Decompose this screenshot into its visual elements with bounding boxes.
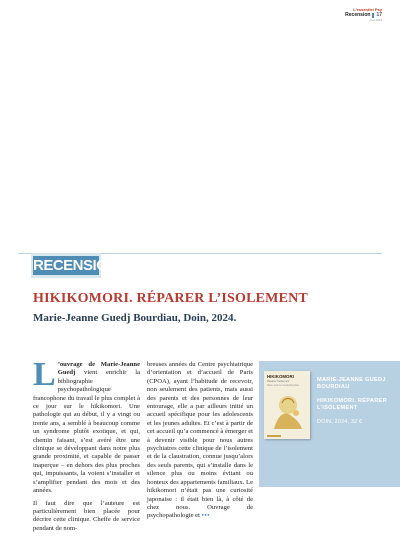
drop-cap: L: [33, 356, 56, 393]
cover-author: Marie-Jeanne Guedj Bourdiau: [267, 384, 299, 387]
book-cover-image: [264, 371, 310, 439]
continue-marker: •••: [201, 512, 211, 520]
article-text: breuses années du Centre psychiatrique d’orientation et d’accueil de Paris (CPOA), ayant l’habitude de recevoir, non seulement des patients, mais aussi des parents et des personnes de leur entourage, elle a par ailleurs initié un accueil spécifique pour les adolescents et les jeunes adultes. Et c’est à partir de cet accueil qu’a commencé à émerger et à devenir visible pour nous autres psychiatres cette clinique de l’isolement et de la claustration, connue jusqu’alors des seuls parents, qui s’installe dans le silence plus ou moins évitant ou honteux des appartements familiaux. Le hikikomori n’était pas une curiosité japonaise : il était bien là, à côté de chez nous. Ouvrage de psychopathologie et: [147, 361, 253, 520]
article-paragraph: Il faut dire que l’auteure est particulièrement bien placée pour décrire cette clinique. Cheffe de service pendant de nom-: [33, 499, 140, 532]
book-title: HIKIKOMORI. RÉPARER L’ISOLEMENT: [317, 398, 387, 411]
section-tag: RECENSION: [33, 257, 118, 274]
cover-subtitle: Réparer l’isolement: [267, 380, 290, 383]
article-paragraph: [147, 361, 253, 521]
rubric-name: Recension: [345, 12, 371, 18]
issue-date: mai 2024: [369, 18, 382, 22]
running-header: [312, 8, 382, 22]
article-column-2: [147, 361, 253, 525]
article-column-1: [33, 356, 140, 537]
article-text: vient enrichir la bibliographie psychopathologique francophone du travail le plus complet à ce jour sur le hikikomori. Une pathologie qui au début, il y a vingt ou trente ans, a semblé à beaucoup comme un syndrome plutôt exotique, et qui, chemin faisant, s’est avéré être une clinique se développant dans notre plus grande proximité, et capable de passer inaperçue – en dehors des plus proches qui, impuissants, la voient s’installer et s’amplifier pendant des mois et des années.: [33, 369, 140, 495]
book-author: MARIE-JEANNE GUEDJ BOURDIAU: [317, 377, 386, 390]
cover-title: HIKIKOMORI: [267, 374, 294, 379]
cover-illustration-icon: [268, 391, 306, 431]
book-details: [317, 377, 395, 426]
article-subtitle: Marie-Jeanne Guedj Bourdiau, Doin, 2024.: [33, 312, 237, 324]
magazine-brand: L'essentiel Psy: [353, 7, 382, 12]
article-paragraph: [33, 356, 140, 496]
page-number: 17: [376, 12, 382, 18]
book-publisher-price: DOIN, 2024, 32 €: [317, 419, 363, 425]
cover-publisher-mark: [267, 435, 281, 437]
article-title: HIKIKOMORI. RÉPARER L’ISOLEMENT: [33, 291, 308, 306]
article-lead: ’ouvrage de Marie-Jeanne Guedj: [57, 361, 140, 377]
